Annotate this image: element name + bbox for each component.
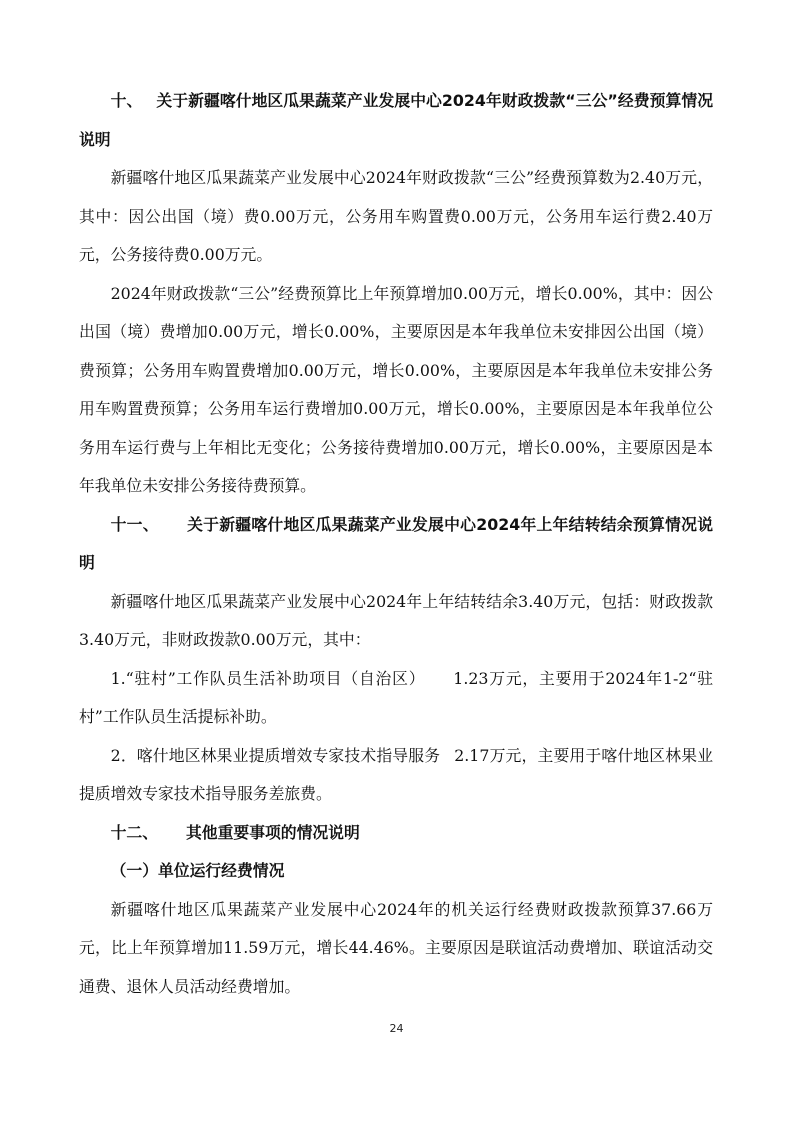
item-1-title: 1.“驻村”工作队员生活补助项目（自治区） (110, 668, 426, 688)
section-10-paragraph-2: 2024年财政拨款“三公”经费预算比上年预算增加0.00万元，增长0.00%，其中：因公出国（境）费增加0.00万元，增长0.00%，主要原因是本年我单位未安排因公出国（境）费预算；公务用车购置费增加0.00万元，增长0.00%，主要原因是本年我单位未安排公务用车购置费预算；公务用车运行费增加0.00万元，增长0.00%，主要原因是本年我单位公务用车运行费与上年相比无变化；公务接待费增加0.00万元，增长0.00%，主要原因是本年我单位未安排公务接待费预算。 (79, 283, 713, 495)
section-10-paragraph-1: 新疆喀什地区瓜果蔬菜产业发展中心2024年财政拨款“三公”经费预算数为2.40万元，其中：因公出国（境）费0.00万元，公务用车购置费0.00万元，公务用车运行费2.40万元，公务接待费0.00万元。 (79, 168, 713, 264)
section-11-item-1 (79, 660, 713, 737)
section-12-paragraph-1: 新疆喀什地区瓜果蔬菜产业发展中心2024年的机关运行经费财政拨款预算37.66万元，比上年预算增加11.59万元，增长44.46%。主要原因是联谊活动费增加、联谊活动交通费、退休人员活动经费增加。 (79, 899, 713, 996)
page-number: 24 (389, 1022, 404, 1035)
section-10-number: 十、 (110, 91, 143, 110)
section-11-paragraph-1: 新疆喀什地区瓜果蔬菜产业发展中心2024年上年结转结余3.40万元，包括：财政拨款3.40万元，非财政拨款0.00万元，其中： (79, 591, 713, 649)
section-11-number: 十一、 (110, 514, 159, 534)
section-12-number: 十二、 (110, 822, 158, 842)
section-12-subheading: （一）单位运行经费情况 (110, 861, 285, 880)
item-1-text: 1.23万元，主要用于2024年1-2“驻村”工作队员生活提标补助。 (79, 668, 713, 726)
section-10-title: 关于新疆喀什地区瓜果蔬菜产业发展中心2024年财政拨款“三公”经费预算情况说明 (79, 91, 713, 149)
section-12-title: 其他重要事项的情况说明 (186, 822, 360, 842)
item-2-title: 2．喀什地区林果业提质增效专家技术指导服务 (110, 745, 441, 765)
section-10-heading (79, 82, 713, 159)
section-11-item-2 (79, 737, 713, 814)
section-11-heading (79, 506, 713, 583)
item-2-text: 2.17万元，主要用于喀什地区林果业提质增效专家技术指导服务差旅费。 (79, 745, 713, 803)
section-11-title: 关于新疆喀什地区瓜果蔬菜产业发展中心2024年上年结转结余预算情况说明 (79, 514, 713, 572)
section-12-heading (79, 814, 713, 853)
document-page (79, 82, 713, 1006)
